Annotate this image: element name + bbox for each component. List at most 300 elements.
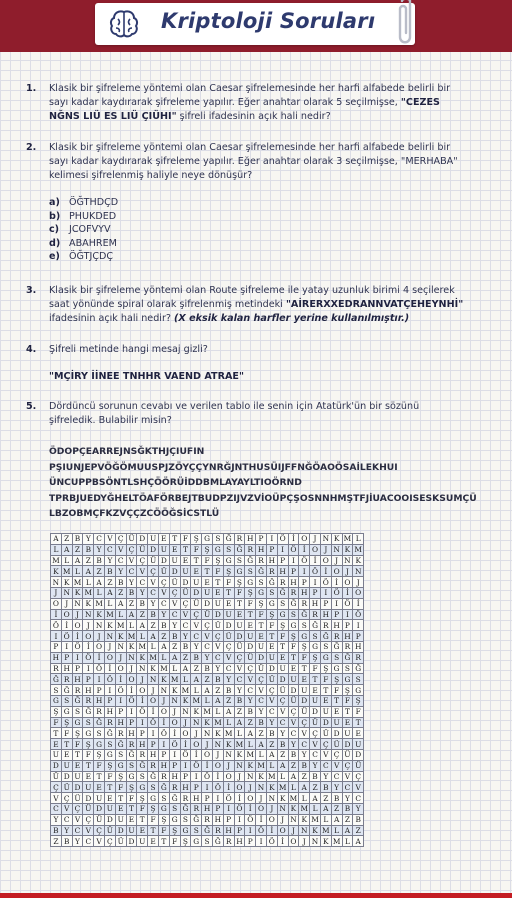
grid-cell: J — [320, 544, 331, 555]
grid-cell: U — [158, 544, 169, 555]
grid-cell: Ş — [126, 782, 137, 793]
grid-cell: T — [126, 803, 137, 814]
grid-cell: Y — [72, 836, 83, 847]
grid-cell: Ü — [137, 544, 148, 555]
grid-cell: M — [170, 674, 179, 684]
grid-cell: M — [322, 825, 330, 835]
grid-cell: P — [148, 739, 159, 750]
grid-cell: Z — [353, 825, 364, 836]
question-number: 1. — [26, 83, 37, 94]
grid-cell: Y — [342, 793, 353, 804]
grid-cell: Y — [234, 685, 245, 696]
grid-row — [51, 555, 364, 566]
grid-cell: D — [51, 760, 62, 771]
grid-cell: F — [191, 544, 202, 555]
grid-cell: Y — [126, 577, 137, 588]
grid-cell: Ğ — [148, 771, 159, 782]
grid-cell: T — [51, 728, 62, 739]
grid-cell: H — [126, 728, 137, 739]
grid-cell: N — [234, 760, 245, 771]
grid-cell: Ü — [104, 825, 115, 836]
grid-cell: Ş — [104, 760, 115, 771]
grid-cell: S — [104, 739, 115, 750]
grid-cell: L — [320, 814, 331, 825]
grid-row — [51, 663, 364, 674]
grid-cell: Ü — [277, 685, 288, 696]
grid-cell: U — [342, 728, 353, 739]
grid-cell: H — [202, 803, 213, 814]
vigenere-table — [50, 533, 364, 847]
grid-cell: S — [266, 587, 277, 598]
grid-cell: B — [191, 652, 202, 663]
grid-cell: P — [212, 803, 223, 814]
grid-cell: Ç — [202, 620, 213, 631]
grid-cell: K — [353, 555, 364, 566]
grid-cell: N — [191, 717, 202, 728]
grid-cell: L — [180, 674, 191, 685]
question-4 — [26, 343, 492, 357]
grid-cell: I — [158, 739, 169, 750]
grid-cell: S — [320, 641, 331, 652]
grid-cell: S — [126, 760, 137, 771]
grid-cell: S — [72, 706, 83, 717]
grid-cell: F — [169, 836, 180, 847]
grid-cell: L — [277, 771, 288, 782]
grid-cell: I — [148, 728, 159, 739]
grid-cell: R — [158, 771, 169, 782]
grid-cell: B — [158, 620, 169, 631]
grid-cell: M — [52, 555, 60, 565]
grid-cell: T — [202, 566, 213, 577]
option-b[interactable] — [49, 210, 118, 224]
question-line: Klasik bir şifreleme yöntemi olan Caesar şifrelemesinde her harfi alfabede belirli bir — [49, 83, 451, 94]
grid-cell: E — [61, 749, 72, 760]
grid-cell: N — [169, 695, 180, 706]
grid-cell: G — [299, 631, 310, 642]
grid-cell: B — [310, 771, 321, 782]
grid-cell: Ğ — [256, 566, 267, 577]
grid-cell: F — [212, 566, 223, 577]
grid-cell: F — [277, 631, 288, 642]
grid-cell: K — [94, 609, 105, 620]
grid-cell: Ç — [256, 674, 267, 685]
grid-cell: H — [234, 836, 245, 847]
grid-cell: K — [158, 674, 169, 685]
grid-cell: D — [256, 652, 267, 663]
grid-cell: Z — [148, 620, 159, 631]
grid-cell: G — [51, 695, 62, 706]
grid-cell: C — [72, 825, 83, 836]
grid-cell: Ü — [223, 631, 234, 642]
grid-cell: Ö — [51, 620, 62, 631]
grid-cell: P — [61, 652, 72, 663]
grid-cell: M — [235, 739, 244, 749]
grid-cell: M — [278, 782, 287, 792]
grid-cell: Ö — [342, 598, 353, 609]
grid-cell: Ş — [94, 749, 105, 760]
grid-cell: N — [83, 609, 94, 620]
grid-cell: D — [277, 674, 288, 685]
grid-cell: D — [288, 685, 299, 696]
grid-cell: Y — [277, 728, 288, 739]
grid-cell: Ü — [72, 793, 83, 804]
grid-cell: P — [342, 620, 353, 631]
grid-cell: G — [245, 577, 256, 588]
grid-cell: K — [61, 577, 72, 588]
grid-cell: I — [266, 534, 277, 545]
option-label: b) — [49, 210, 61, 222]
grid-cell: İ — [126, 685, 137, 696]
grid-cell: V — [320, 749, 331, 760]
grid-cell: D — [331, 728, 342, 739]
grid-cell: L — [212, 706, 223, 717]
grid-cell: D — [83, 793, 94, 804]
grid-cell: Ü — [202, 609, 213, 620]
grid-cell: H — [299, 587, 310, 598]
option-d[interactable] — [49, 237, 118, 251]
question-text — [49, 343, 492, 357]
grid-row — [51, 825, 364, 836]
grid-cell: G — [212, 544, 223, 555]
grid-cell: V — [310, 739, 321, 750]
grid-cell: B — [245, 706, 256, 717]
grid-cell: J — [256, 793, 267, 804]
grid-cell: F — [51, 717, 62, 728]
grid-cell: Y — [256, 706, 267, 717]
grid-cell: T — [245, 609, 256, 620]
grid-cell: O — [234, 782, 245, 793]
grid-cell: A — [202, 685, 213, 696]
grid-cell: E — [310, 685, 321, 696]
question-line: kelimesi şifrelenmiş haliyle neye dönüşür? — [49, 170, 253, 181]
grid-cell: R — [310, 609, 321, 620]
grid-cell: T — [61, 739, 72, 750]
grid-cell: F — [234, 587, 245, 598]
grid-cell: Ğ — [180, 803, 191, 814]
grid-cell: S — [158, 793, 169, 804]
question-text — [49, 284, 492, 326]
grid-cell: V — [83, 825, 94, 836]
option-a[interactable] — [49, 196, 118, 210]
grid-cell: S — [51, 685, 62, 696]
grid-cell: V — [266, 695, 277, 706]
grid-cell: Z — [72, 544, 83, 555]
grid-cell: T — [169, 534, 180, 545]
grid-cell: Ş — [288, 631, 299, 642]
grid-cell: C — [83, 836, 94, 847]
grid-cell: B — [202, 663, 213, 674]
grid-cell: A — [158, 641, 169, 652]
question-line: Klasik bir şifreleme yöntemi olan Caesar şifrelemesinde her harfi alfabede belirli bir — [49, 142, 451, 153]
grid-cell: Ö — [277, 534, 288, 545]
grid-cell: R — [51, 663, 62, 674]
grid-cell: Y — [245, 695, 256, 706]
grid-cell: İ — [245, 803, 256, 814]
grid-cell: L — [331, 825, 342, 836]
grid-cell: B — [212, 674, 223, 685]
grid-cell: A — [234, 717, 245, 728]
grid-cell: A — [256, 739, 267, 750]
grid-cell: O — [126, 674, 137, 685]
option-c[interactable] — [49, 223, 118, 237]
grid-cell: J — [137, 674, 148, 685]
grid-cell: V — [180, 609, 191, 620]
grid-cell: E — [234, 609, 245, 620]
grid-cell: V — [234, 663, 245, 674]
grid-cell: U — [245, 631, 256, 642]
grid-cell: T — [331, 695, 342, 706]
grid-cell: T — [353, 717, 364, 728]
grid-cell: S — [299, 620, 310, 631]
grid-cell: Ş — [331, 674, 342, 685]
grid-cell: E — [202, 577, 213, 588]
grid-cell: D — [212, 609, 223, 620]
grid-cell: V — [256, 685, 267, 696]
grid-cell: Ğ — [202, 825, 213, 836]
grid-row — [51, 534, 364, 545]
grid-cell: Ü — [234, 641, 245, 652]
grid-cell: J — [158, 695, 169, 706]
grid-cell: G — [331, 663, 342, 674]
grid-cell: H — [94, 695, 105, 706]
grid-cell: V — [342, 771, 353, 782]
grid-cell: R — [115, 728, 126, 739]
bottom-bar — [0, 893, 512, 898]
grid-cell: Ğ — [126, 749, 137, 760]
grid-cell: H — [158, 760, 169, 771]
grid-cell: T — [83, 760, 94, 771]
grid-cell: V — [202, 631, 213, 642]
grid-cell: H — [342, 631, 353, 642]
grid-cell: İ — [266, 825, 277, 836]
grid-cell: Ş — [169, 825, 180, 836]
grid-cell: Ü — [310, 717, 321, 728]
grid-cell: R — [245, 544, 256, 555]
grid-cell: O — [148, 695, 159, 706]
grid-cell: B — [277, 739, 288, 750]
grid-cell: Ç — [245, 663, 256, 674]
grid-cell: Ç — [234, 652, 245, 663]
grid-cell: O — [223, 771, 234, 782]
grid-cell: L — [191, 685, 202, 696]
grid-cell: L — [223, 717, 234, 728]
grid-row — [51, 566, 364, 577]
grid-cell: H — [191, 793, 202, 804]
grid-cell: Ç — [342, 760, 353, 771]
grid-cell: Ş — [320, 663, 331, 674]
grid-cell: U — [288, 674, 299, 685]
grid-cell: Ö — [266, 836, 277, 847]
grid-cell: G — [266, 598, 277, 609]
grid-cell: C — [342, 782, 353, 793]
grid-cell: Ğ — [191, 814, 202, 825]
grid-cell: D — [180, 577, 191, 588]
grid-cell: İ — [83, 641, 94, 652]
grid-cell: Y — [266, 717, 277, 728]
grid-cell: G — [169, 814, 180, 825]
grid-cell: J — [94, 631, 105, 642]
grid-cell: Ş — [310, 652, 321, 663]
grid-cell: Z — [158, 631, 169, 642]
grid-cell: N — [202, 728, 213, 739]
grid-cell: Y — [94, 544, 105, 555]
grid-cell: E — [212, 587, 223, 598]
grid-cell: E — [245, 620, 256, 631]
grid-cell: F — [180, 534, 191, 545]
question-number: 4. — [26, 344, 37, 355]
grid-cell: Z — [299, 771, 310, 782]
grid-cell: Y — [169, 620, 180, 631]
grid-cell: L — [245, 739, 256, 750]
grid-cell: A — [310, 793, 321, 804]
grid-cell: H — [137, 739, 148, 750]
grid-cell: Ö — [331, 587, 342, 598]
grid-cell: Ş — [202, 544, 213, 555]
grid-cell: J — [310, 534, 321, 545]
grid-cell: Ç — [104, 836, 115, 847]
grid-cell: S — [115, 749, 126, 760]
grid-cell: D — [310, 706, 321, 717]
grid-cell: O — [331, 566, 342, 577]
grid-cell: Ş — [51, 706, 62, 717]
grid-cell: Ğ — [310, 620, 321, 631]
grid-cell: D — [320, 717, 331, 728]
grid-cell: P — [83, 674, 94, 685]
grid-cell: V — [299, 728, 310, 739]
grid-cell: N — [137, 663, 148, 674]
grid-cell: Ş — [277, 620, 288, 631]
grid-cell: N — [61, 587, 72, 598]
grid-cell: Ğ — [83, 706, 94, 717]
grid-cell: F — [148, 814, 159, 825]
grid-cell: K — [266, 782, 277, 793]
grid-cell: K — [223, 739, 234, 750]
grid-cell: F — [353, 706, 364, 717]
grid-cell: P — [234, 825, 245, 836]
grid-cell: U — [72, 771, 83, 782]
grid-cell: I — [277, 544, 288, 555]
grid-cell: U — [266, 652, 277, 663]
grid-cell: Ç — [83, 814, 94, 825]
grid-cell: Ğ — [158, 782, 169, 793]
grid-cell: Z — [331, 803, 342, 814]
grid-row — [51, 577, 364, 588]
grid-cell: E — [126, 814, 137, 825]
grid-cell: O — [342, 577, 353, 588]
grid-cell: I — [72, 652, 83, 663]
grid-cell: Ö — [169, 739, 180, 750]
grid-cell: Z — [310, 782, 321, 793]
grid-cell: U — [104, 803, 115, 814]
grid-cell: R — [202, 814, 213, 825]
grid-cell: K — [180, 695, 191, 706]
grid-cell: D — [126, 836, 137, 847]
option-value: PHUKDED — [69, 210, 117, 222]
grid-cell: T — [277, 641, 288, 652]
grid-cell: J — [148, 685, 159, 696]
grid-cell: Ğ — [169, 793, 180, 804]
header-banner — [0, 0, 512, 52]
grid-cell: J — [169, 706, 180, 717]
grid-cell: I — [180, 760, 191, 771]
grid-cell: N — [288, 814, 299, 825]
grid-cell: U — [212, 598, 223, 609]
grid-cell: C — [191, 631, 202, 642]
grid-cell: K — [256, 771, 267, 782]
grid-cell: F — [331, 685, 342, 696]
grid-cell: H — [180, 782, 191, 793]
grid-cell: İ — [94, 652, 105, 663]
grid-cell: G — [353, 685, 364, 696]
grid-cell: L — [288, 782, 299, 793]
grid-cell: O — [61, 609, 72, 620]
grid-cell: Z — [169, 641, 180, 652]
grid-cell: M — [203, 707, 211, 717]
grid-cell: S — [277, 598, 288, 609]
grid-cell: V — [353, 782, 364, 793]
grid-cell: T — [148, 825, 159, 836]
grid-cell: A — [169, 652, 180, 663]
grid-cell: Z — [137, 609, 148, 620]
grid-row — [51, 793, 364, 804]
grid-cell: İ — [137, 695, 148, 706]
grid-cell: B — [148, 609, 159, 620]
grid-cell: P — [331, 609, 342, 620]
grid-cell: Ü — [148, 555, 159, 566]
grid-cell: O — [310, 544, 321, 555]
grid-cell: O — [83, 631, 94, 642]
grid-row — [51, 598, 364, 609]
grid-cell: L — [234, 728, 245, 739]
grid-cell: L — [126, 620, 137, 631]
grid-cell: İ — [72, 631, 83, 642]
grid-cell: A — [331, 814, 342, 825]
grid-cell: Ş — [353, 695, 364, 706]
grid-cell: O — [353, 587, 364, 598]
grid-cell: B — [137, 598, 148, 609]
grid-cell: Ü — [353, 760, 364, 771]
grid-row — [51, 609, 364, 620]
grid-cell: R — [191, 803, 202, 814]
grid-cell: P — [51, 641, 62, 652]
grid-row — [51, 695, 364, 706]
grid-cell: U — [320, 706, 331, 717]
grid-cell: O — [299, 534, 310, 545]
grid-cell: I — [320, 587, 331, 598]
grid-cell: M — [354, 545, 362, 555]
grid-cell: K — [310, 825, 321, 836]
grid-cell: T — [94, 771, 105, 782]
option-label: a) — [49, 197, 60, 208]
grid-cell: Ö — [61, 631, 72, 642]
grid-cell: U — [83, 782, 94, 793]
grid-cell: D — [202, 598, 213, 609]
grid-cell: F — [256, 609, 267, 620]
grid-cell: Ö — [126, 695, 137, 706]
grid-cell: J — [61, 598, 72, 609]
grid-cell: B — [320, 782, 331, 793]
grid-cell: S — [94, 728, 105, 739]
grid-cell: E — [115, 803, 126, 814]
grid-cell: F — [310, 663, 321, 674]
grid-cell: B — [61, 836, 72, 847]
grid-cell: K — [126, 641, 137, 652]
grid-cell: V — [72, 814, 83, 825]
option-e[interactable] — [49, 250, 118, 264]
grid-cell: D — [234, 631, 245, 642]
grid-cell: A — [180, 663, 191, 674]
grid-cell: R — [266, 566, 277, 577]
